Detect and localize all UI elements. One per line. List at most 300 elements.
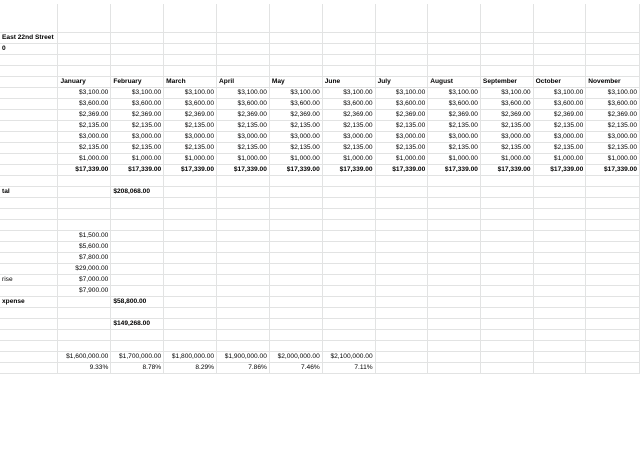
grand-total-value[interactable]: $149,268.00 (111, 319, 164, 330)
expense-cell[interactable]: $1,000.00 (533, 154, 586, 165)
cell[interactable] (533, 286, 586, 297)
cell[interactable] (322, 253, 375, 264)
cell[interactable] (0, 66, 58, 77)
cell[interactable] (375, 187, 428, 198)
cell[interactable] (375, 33, 428, 44)
cell[interactable] (269, 220, 322, 231)
cell[interactable] (269, 231, 322, 242)
expense-cell[interactable]: $3,100.00 (322, 88, 375, 99)
cell[interactable] (480, 286, 533, 297)
expense-cell[interactable]: $2,369.00 (586, 110, 640, 121)
cell[interactable] (586, 198, 640, 209)
cell[interactable] (586, 275, 640, 286)
cell[interactable] (111, 4, 164, 33)
cell[interactable] (322, 330, 375, 341)
annual-total-value[interactable]: $208,068.00 (111, 187, 164, 198)
cell[interactable] (480, 176, 533, 187)
projection-value[interactable]: $1,600,000.00 (58, 352, 111, 363)
cell[interactable] (58, 308, 111, 319)
month-header[interactable]: November (586, 77, 640, 88)
one-time-value[interactable]: $7,800.00 (58, 253, 111, 264)
cell[interactable] (375, 176, 428, 187)
expense-cell[interactable]: $3,000.00 (322, 132, 375, 143)
cell[interactable] (164, 330, 217, 341)
expense-cell[interactable]: $2,135.00 (111, 121, 164, 132)
cell[interactable] (428, 275, 481, 286)
annual-total-label[interactable]: tal (0, 187, 58, 198)
expense-cell[interactable]: $3,000.00 (58, 132, 111, 143)
one-time-value[interactable]: $1,500.00 (58, 231, 111, 242)
cell[interactable] (217, 330, 270, 341)
cell[interactable] (111, 308, 164, 319)
cell[interactable] (533, 220, 586, 231)
cell[interactable] (480, 242, 533, 253)
cell[interactable] (322, 242, 375, 253)
expense-cell[interactable]: $2,369.00 (164, 110, 217, 121)
cell[interactable] (586, 341, 640, 352)
cell[interactable] (533, 176, 586, 187)
one-time-label[interactable] (0, 242, 58, 253)
cell[interactable] (217, 253, 270, 264)
cell[interactable] (586, 66, 640, 77)
cell-table[interactable] (0, 4, 640, 374)
cell[interactable] (58, 176, 111, 187)
cell[interactable] (164, 286, 217, 297)
cell[interactable] (164, 220, 217, 231)
one-time-label[interactable]: rise (0, 275, 58, 286)
cell[interactable] (58, 330, 111, 341)
cell[interactable] (375, 319, 428, 330)
expense-cell[interactable]: $2,135.00 (586, 121, 640, 132)
cell[interactable] (111, 341, 164, 352)
month-header[interactable]: February (111, 77, 164, 88)
cell[interactable] (375, 44, 428, 55)
cell[interactable] (480, 319, 533, 330)
cell[interactable] (164, 319, 217, 330)
cell[interactable] (480, 220, 533, 231)
address-sub-cell[interactable]: 0 (0, 44, 58, 55)
expense-cell[interactable]: $2,135.00 (269, 121, 322, 132)
cell[interactable] (164, 264, 217, 275)
cell[interactable] (428, 330, 481, 341)
cell[interactable] (164, 209, 217, 220)
cell[interactable] (533, 231, 586, 242)
monthly-total-cell[interactable]: $17,339.00 (111, 165, 164, 176)
cell[interactable] (217, 264, 270, 275)
cell[interactable] (269, 341, 322, 352)
cell[interactable] (322, 66, 375, 77)
cell[interactable] (480, 330, 533, 341)
cell[interactable] (58, 319, 111, 330)
expense-cell[interactable]: $2,369.00 (428, 110, 481, 121)
cell[interactable] (217, 220, 270, 231)
expense-cell[interactable]: $2,369.00 (111, 110, 164, 121)
monthly-total-cell[interactable]: $17,339.00 (217, 165, 270, 176)
cell[interactable] (164, 275, 217, 286)
cell[interactable] (111, 264, 164, 275)
cell[interactable] (586, 242, 640, 253)
expense-cell[interactable]: $3,000.00 (164, 132, 217, 143)
cell[interactable] (428, 242, 481, 253)
cell[interactable] (269, 330, 322, 341)
expense-cell[interactable]: $2,135.00 (111, 143, 164, 154)
cell[interactable] (322, 44, 375, 55)
cell[interactable] (217, 209, 270, 220)
month-header[interactable]: June (322, 77, 375, 88)
cell[interactable] (0, 88, 58, 99)
cell[interactable] (586, 231, 640, 242)
cell[interactable] (0, 363, 58, 374)
cell[interactable] (164, 33, 217, 44)
expense-cell[interactable]: $1,000.00 (164, 154, 217, 165)
cell[interactable] (533, 55, 586, 66)
cell[interactable] (533, 242, 586, 253)
monthly-total-cell[interactable]: $17,339.00 (586, 165, 640, 176)
cell[interactable] (269, 286, 322, 297)
cell[interactable] (428, 308, 481, 319)
cell[interactable] (428, 66, 481, 77)
cell[interactable] (480, 308, 533, 319)
cell[interactable] (0, 308, 58, 319)
cell[interactable] (480, 55, 533, 66)
expense-cell[interactable]: $2,135.00 (480, 121, 533, 132)
cell[interactable] (269, 187, 322, 198)
cell[interactable] (0, 55, 58, 66)
expense-cell[interactable]: $2,135.00 (586, 143, 640, 154)
expense-cell[interactable]: $2,135.00 (269, 143, 322, 154)
cell[interactable] (269, 55, 322, 66)
one-time-label[interactable] (0, 286, 58, 297)
cell[interactable] (375, 253, 428, 264)
expense-cell[interactable]: $3,600.00 (480, 99, 533, 110)
expense-cell[interactable]: $3,100.00 (375, 88, 428, 99)
cell[interactable] (533, 319, 586, 330)
cell[interactable] (375, 66, 428, 77)
cell[interactable] (58, 198, 111, 209)
monthly-total-cell[interactable]: $17,339.00 (533, 165, 586, 176)
expense-cell[interactable]: $1,000.00 (111, 154, 164, 165)
cell[interactable] (533, 187, 586, 198)
cell[interactable] (111, 275, 164, 286)
cell[interactable] (0, 132, 58, 143)
projection-percent[interactable]: 7.86% (217, 363, 270, 374)
cell[interactable] (164, 341, 217, 352)
expense-cell[interactable]: $1,000.00 (375, 154, 428, 165)
cell[interactable] (269, 33, 322, 44)
cell[interactable] (586, 44, 640, 55)
expense-cell[interactable]: $2,135.00 (533, 121, 586, 132)
cell[interactable] (533, 44, 586, 55)
cell[interactable] (586, 253, 640, 264)
cell[interactable] (375, 209, 428, 220)
cell[interactable] (428, 297, 481, 308)
projection-percent[interactable]: 9.33% (58, 363, 111, 374)
cell[interactable] (111, 286, 164, 297)
expense-cell[interactable]: $3,600.00 (533, 99, 586, 110)
projection-value[interactable]: $1,900,000.00 (217, 352, 270, 363)
cell[interactable] (217, 286, 270, 297)
expense-cell[interactable]: $2,135.00 (375, 143, 428, 154)
cell[interactable] (0, 4, 58, 33)
expense-cell[interactable]: $3,000.00 (533, 132, 586, 143)
cell[interactable] (217, 176, 270, 187)
cell[interactable] (375, 330, 428, 341)
cell[interactable] (269, 308, 322, 319)
cell[interactable] (111, 242, 164, 253)
cell[interactable] (217, 341, 270, 352)
cell[interactable] (586, 209, 640, 220)
cell[interactable] (480, 275, 533, 286)
cell[interactable] (0, 319, 58, 330)
cell[interactable] (217, 308, 270, 319)
expense-cell[interactable]: $3,600.00 (217, 99, 270, 110)
expense-cell[interactable]: $2,135.00 (375, 121, 428, 132)
empty-sheet-area[interactable] (0, 399, 640, 460)
expense-cell[interactable]: $1,000.00 (428, 154, 481, 165)
month-header[interactable]: August (428, 77, 481, 88)
cell[interactable] (586, 319, 640, 330)
expense-cell[interactable]: $3,100.00 (164, 88, 217, 99)
month-header[interactable]: October (533, 77, 586, 88)
cell[interactable] (217, 297, 270, 308)
cell[interactable] (533, 341, 586, 352)
cell[interactable] (111, 220, 164, 231)
cell[interactable] (269, 198, 322, 209)
cell[interactable] (164, 198, 217, 209)
cell[interactable] (533, 308, 586, 319)
expense-cell[interactable]: $3,000.00 (480, 132, 533, 143)
cell[interactable] (164, 4, 217, 33)
monthly-total-cell[interactable]: $17,339.00 (480, 165, 533, 176)
cell[interactable] (480, 187, 533, 198)
cell[interactable] (164, 176, 217, 187)
cell[interactable] (322, 264, 375, 275)
cell[interactable] (322, 286, 375, 297)
cell[interactable] (217, 55, 270, 66)
cell[interactable] (164, 66, 217, 77)
cell[interactable] (428, 33, 481, 44)
one-time-label[interactable] (0, 231, 58, 242)
cell[interactable] (586, 187, 640, 198)
cell[interactable] (111, 33, 164, 44)
monthly-total-cell[interactable]: $17,339.00 (164, 165, 217, 176)
cell[interactable] (480, 253, 533, 264)
cell[interactable] (322, 176, 375, 187)
cell[interactable] (269, 44, 322, 55)
cell[interactable] (0, 176, 58, 187)
cell[interactable] (480, 231, 533, 242)
cell[interactable] (0, 143, 58, 154)
cell[interactable] (322, 341, 375, 352)
cell[interactable] (375, 308, 428, 319)
cell[interactable] (586, 308, 640, 319)
expense-cell[interactable]: $2,369.00 (58, 110, 111, 121)
month-header[interactable]: January (58, 77, 111, 88)
cell[interactable] (111, 198, 164, 209)
cell[interactable] (217, 319, 270, 330)
cell[interactable] (0, 352, 58, 363)
cell[interactable] (586, 4, 640, 33)
projection-percent[interactable]: 7.46% (269, 363, 322, 374)
projection-percent[interactable]: 8.78% (111, 363, 164, 374)
cell[interactable] (164, 44, 217, 55)
cell[interactable] (58, 4, 111, 33)
cell[interactable] (269, 242, 322, 253)
one-time-value[interactable]: $29,000.00 (58, 264, 111, 275)
cell[interactable] (322, 4, 375, 33)
expense-cell[interactable]: $1,000.00 (322, 154, 375, 165)
expense-cell[interactable]: $3,600.00 (375, 99, 428, 110)
cell[interactable] (269, 176, 322, 187)
cell[interactable] (58, 209, 111, 220)
cell[interactable] (480, 198, 533, 209)
expense-cell[interactable]: $3,600.00 (586, 99, 640, 110)
expense-cell[interactable]: $3,100.00 (533, 88, 586, 99)
expense-cell[interactable]: $3,600.00 (111, 99, 164, 110)
cell[interactable] (533, 297, 586, 308)
cell[interactable] (375, 286, 428, 297)
cell[interactable] (428, 286, 481, 297)
cell[interactable] (480, 209, 533, 220)
cell[interactable] (217, 231, 270, 242)
cell[interactable] (586, 176, 640, 187)
expense-cell[interactable]: $2,135.00 (480, 143, 533, 154)
cell[interactable] (269, 275, 322, 286)
cell[interactable] (322, 220, 375, 231)
cell[interactable] (375, 231, 428, 242)
projection-value[interactable]: $2,100,000.00 (322, 352, 375, 363)
cell[interactable] (480, 352, 533, 363)
expense-cell[interactable]: $2,369.00 (322, 110, 375, 121)
cell[interactable] (111, 209, 164, 220)
cell[interactable] (0, 330, 58, 341)
cell[interactable] (428, 209, 481, 220)
month-header[interactable]: March (164, 77, 217, 88)
monthly-total-cell[interactable]: $17,339.00 (428, 165, 481, 176)
cell[interactable] (58, 341, 111, 352)
cell[interactable] (533, 264, 586, 275)
cell[interactable] (0, 110, 58, 121)
cell[interactable] (58, 44, 111, 55)
expense-cell[interactable]: $3,100.00 (217, 88, 270, 99)
expense-cell[interactable]: $1,000.00 (480, 154, 533, 165)
one-time-value[interactable]: $7,900.00 (58, 286, 111, 297)
cell[interactable] (428, 352, 481, 363)
one-time-total-label[interactable]: xpense (0, 297, 58, 308)
cell[interactable] (111, 44, 164, 55)
cell[interactable] (428, 198, 481, 209)
projection-percent[interactable]: 7.11% (322, 363, 375, 374)
expense-cell[interactable]: $3,100.00 (480, 88, 533, 99)
cell[interactable] (533, 209, 586, 220)
expense-cell[interactable]: $3,000.00 (375, 132, 428, 143)
expense-cell[interactable]: $2,135.00 (322, 121, 375, 132)
projection-value[interactable]: $2,000,000.00 (269, 352, 322, 363)
expense-cell[interactable]: $3,000.00 (428, 132, 481, 143)
cell[interactable] (533, 352, 586, 363)
cell[interactable] (217, 275, 270, 286)
cell[interactable] (58, 220, 111, 231)
cell[interactable] (480, 66, 533, 77)
cell[interactable] (58, 187, 111, 198)
cell[interactable] (111, 55, 164, 66)
cell[interactable] (111, 176, 164, 187)
cell[interactable] (428, 231, 481, 242)
one-time-value[interactable]: $7,000.00 (58, 275, 111, 286)
expense-cell[interactable]: $2,369.00 (480, 110, 533, 121)
expense-cell[interactable]: $3,600.00 (269, 99, 322, 110)
cell[interactable] (0, 220, 58, 231)
cell[interactable] (322, 198, 375, 209)
month-header[interactable]: May (269, 77, 322, 88)
expense-cell[interactable]: $2,369.00 (375, 110, 428, 121)
cell[interactable] (322, 231, 375, 242)
cell[interactable] (428, 253, 481, 264)
cell[interactable] (217, 33, 270, 44)
expense-cell[interactable]: $2,135.00 (164, 143, 217, 154)
cell[interactable] (269, 297, 322, 308)
one-time-value[interactable]: $5,600.00 (58, 242, 111, 253)
address-cell[interactable]: East 22nd Street (0, 33, 58, 44)
monthly-total-cell[interactable]: $17,339.00 (58, 165, 111, 176)
expense-cell[interactable]: $2,369.00 (217, 110, 270, 121)
cell[interactable] (533, 253, 586, 264)
monthly-total-cell[interactable]: $17,339.00 (322, 165, 375, 176)
expense-cell[interactable]: $1,000.00 (217, 154, 270, 165)
expense-cell[interactable]: $1,000.00 (586, 154, 640, 165)
cell[interactable] (375, 220, 428, 231)
projection-value[interactable]: $1,700,000.00 (111, 352, 164, 363)
expense-cell[interactable]: $2,369.00 (533, 110, 586, 121)
monthly-total-cell[interactable]: $17,339.00 (269, 165, 322, 176)
expense-cell[interactable]: $3,000.00 (217, 132, 270, 143)
cell[interactable] (217, 4, 270, 33)
cell[interactable] (480, 33, 533, 44)
cell[interactable] (480, 44, 533, 55)
cell[interactable] (164, 242, 217, 253)
expense-cell[interactable]: $3,600.00 (58, 99, 111, 110)
cell[interactable] (375, 352, 428, 363)
cell[interactable] (322, 275, 375, 286)
cell[interactable] (0, 341, 58, 352)
cell[interactable] (480, 363, 533, 374)
cell[interactable] (428, 4, 481, 33)
expense-cell[interactable]: $3,000.00 (111, 132, 164, 143)
cell[interactable] (586, 330, 640, 341)
cell[interactable] (480, 297, 533, 308)
cell[interactable] (375, 4, 428, 33)
cell[interactable] (322, 319, 375, 330)
cell[interactable] (269, 319, 322, 330)
cell[interactable] (269, 253, 322, 264)
cell[interactable] (322, 33, 375, 44)
expense-cell[interactable]: $2,135.00 (428, 143, 481, 154)
cell[interactable] (217, 242, 270, 253)
cell[interactable] (217, 198, 270, 209)
cell[interactable] (586, 286, 640, 297)
cell[interactable] (164, 253, 217, 264)
cell[interactable] (480, 341, 533, 352)
cell[interactable] (164, 231, 217, 242)
cell[interactable] (586, 297, 640, 308)
cell[interactable] (428, 176, 481, 187)
cell[interactable] (111, 66, 164, 77)
cell[interactable] (586, 33, 640, 44)
cell[interactable] (428, 187, 481, 198)
cell[interactable] (533, 66, 586, 77)
cell[interactable] (269, 264, 322, 275)
cell[interactable] (375, 275, 428, 286)
